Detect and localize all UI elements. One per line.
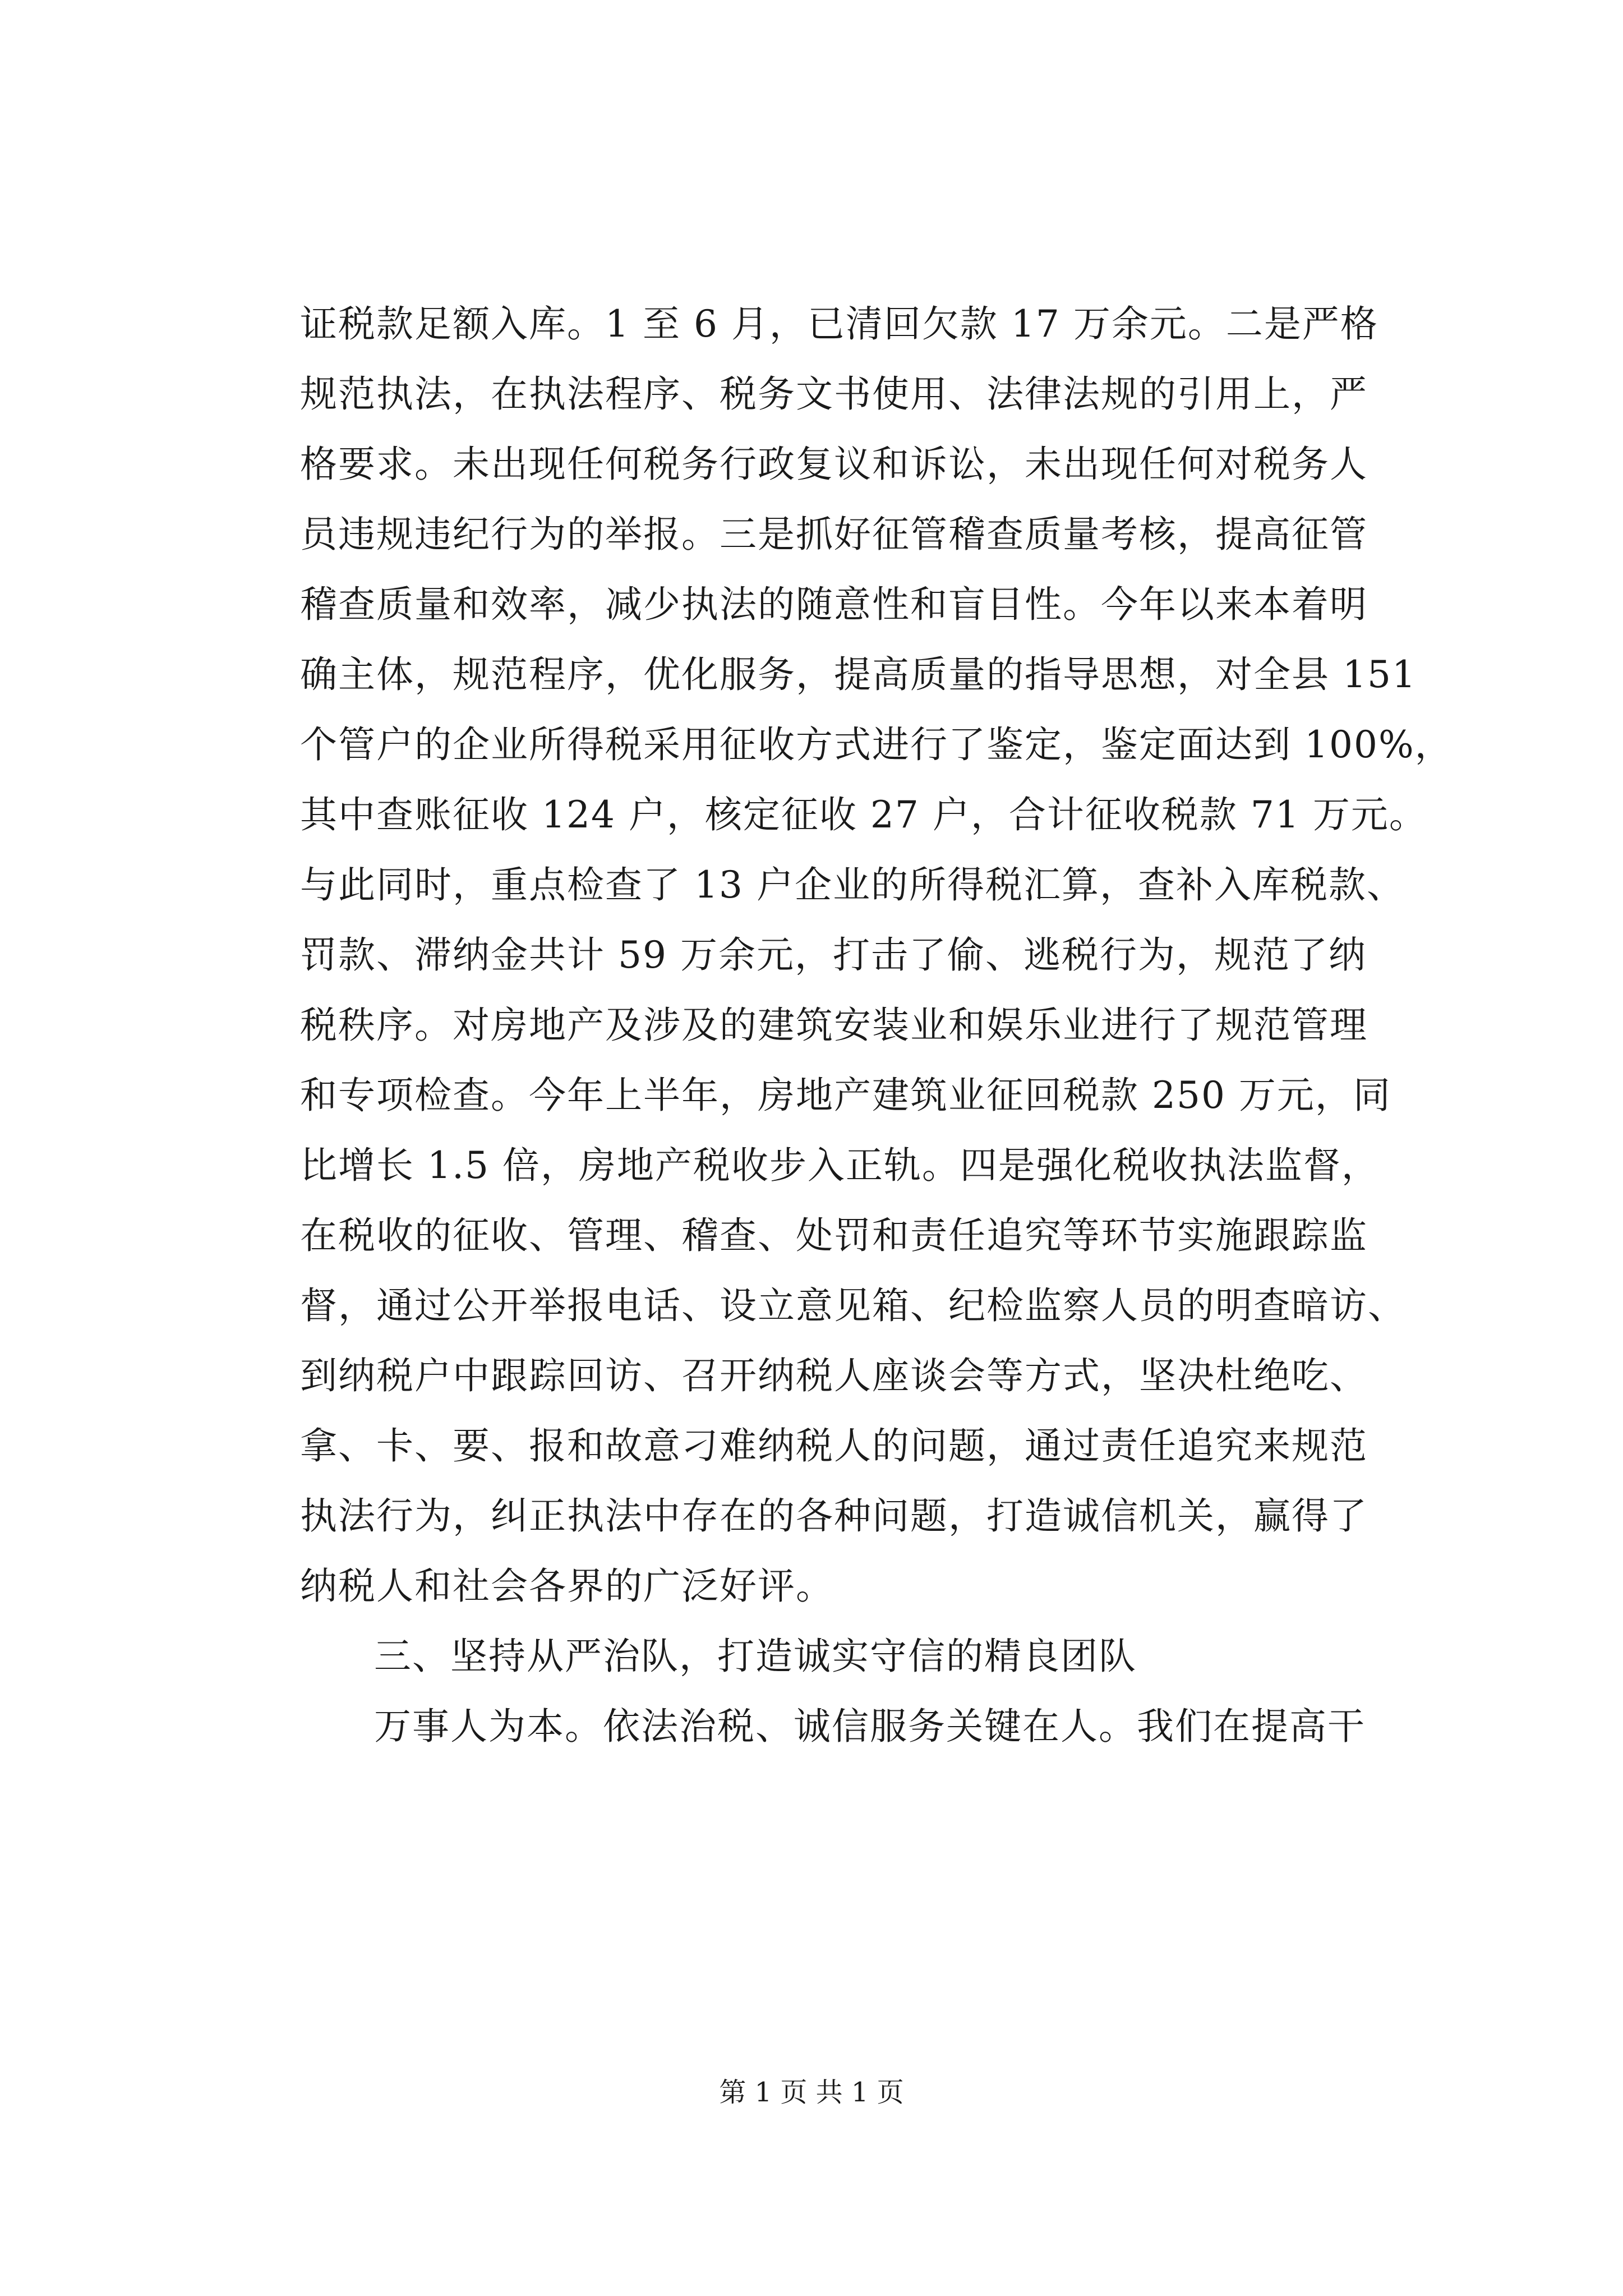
text-line: 证税款足额入库。1 至 6 月，已清回欠款 17 万余元。二是严格 <box>300 302 1378 346</box>
text-line: 和专项检查。今年上半年，房地产建筑业征回税款 250 万元，同 <box>300 1074 1391 1117</box>
text-line: 督，通过公开举报电话、设立意见箱、纪检监察人员的明查暗访、 <box>300 1284 1406 1327</box>
text-line: 罚款、滞纳金共计 59 万余元，打击了偷、逃税行为，规范了纳 <box>300 933 1367 977</box>
text-line: 在税收的征收、管理、稽查、处罚和责任追究等环节实施跟踪监 <box>300 1214 1368 1257</box>
section-heading: 三、坚持从严治队，打造诚实守信的精良团队 <box>374 1635 1137 1678</box>
document-body <box>300 289 1453 1761</box>
text-line: 到纳税户中跟踪回访、召开纳税人座谈会等方式，坚决杜绝吃、 <box>300 1354 1368 1397</box>
text-line: 税秩序。对房地产及涉及的建筑安装业和娱乐业进行了规范管理 <box>300 1004 1368 1047</box>
text-line: 格要求。未出现任何税务行政复议和诉讼，未出现任何对税务人 <box>300 443 1368 486</box>
text-line: 员违规违纪行为的举报。三是抓好征管稽查质量考核，提高征管 <box>300 513 1368 556</box>
text-line: 其中查账征收 124 户，核定征收 27 户，合计征收税款 71 万元。 <box>300 793 1427 836</box>
text-line: 执法行为，纠正执法中存在的各种问题，打造诚信机关，赢得了 <box>300 1494 1368 1538</box>
page-footer: 第 1 页 共 1 页 <box>719 2077 904 2108</box>
text-line: 确主体，规范程序，优化服务，提高质量的指导思想，对全县 151 <box>300 653 1417 696</box>
text-line: 纳税人和社会各界的广泛好评。 <box>300 1565 834 1608</box>
text-line: 个管户的企业所得税采用征收方式进行了鉴定，鉴定面达到 100%， <box>300 723 1453 766</box>
text-line: 拿、卡、要、报和故意刁难纳税人的问题，通过责任追究来规范 <box>300 1424 1368 1467</box>
paragraph-first-line: 万事人为本。依法治税、诚信服务关键在人。我们在提高干 <box>374 1705 1366 1748</box>
text-line: 稽查质量和效率，减少执法的随意性和盲目性。今年以来本着明 <box>300 583 1368 626</box>
text-line: 与此同时，重点检查了 13 户企业的所得税汇算，查补入库税款、 <box>300 863 1405 907</box>
text-line: 规范执法，在执法程序、税务文书使用、法律法规的引用上，严 <box>300 372 1368 416</box>
text-line: 比增长 1.5 倍，房地产税收步入正轨。四是强化税收执法监督， <box>300 1144 1380 1187</box>
